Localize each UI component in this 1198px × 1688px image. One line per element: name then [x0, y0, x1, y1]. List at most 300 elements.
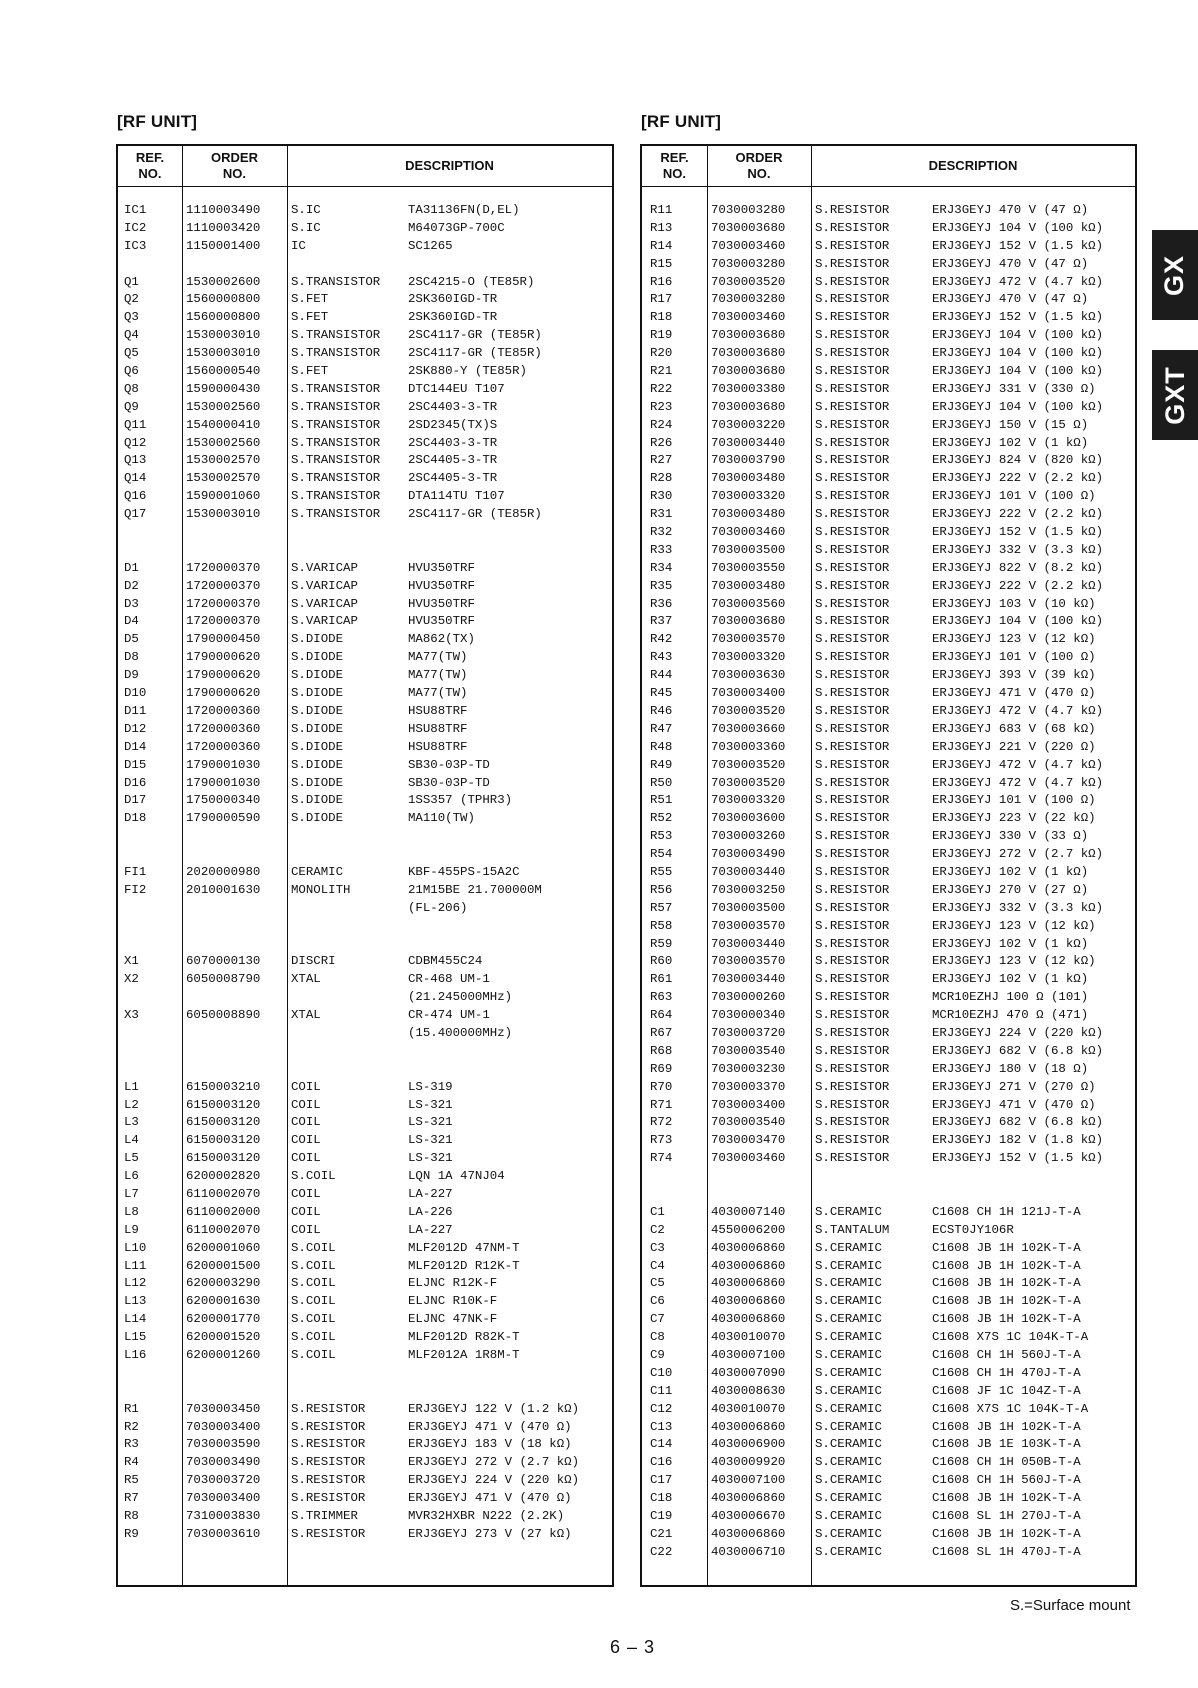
right-unit-title: [RF UNIT]	[641, 112, 722, 131]
order-no-cell: 7030003680	[711, 364, 786, 379]
part-cell: ERJ3GEYJ 123 V (12 kΩ)	[932, 918, 1096, 933]
table-row	[642, 560, 1135, 578]
type-cell: S.RESISTOR	[815, 1061, 890, 1076]
type-cell: S.RESISTOR	[815, 721, 890, 736]
order-no-cell: 1790000450	[186, 632, 261, 647]
table-row	[642, 1007, 1135, 1025]
type-cell: S.DIODE	[291, 632, 344, 647]
part-cell: ERJ3GEYJ 102 V (1 kΩ)	[932, 936, 1089, 951]
ref-no-cell: C2	[650, 1222, 665, 1237]
ref-no-cell: R36	[650, 596, 673, 611]
part-cell: C1608 JF 1C 104Z-T-A	[932, 1383, 1081, 1398]
part-cell: MA862(TX)	[408, 632, 475, 647]
ref-no-cell: X1	[124, 954, 139, 969]
part-cell: ERJ3GEYJ 104 V (100 kΩ)	[932, 220, 1104, 235]
order-no-cell: 7030003320	[711, 793, 786, 808]
type-cell: S.RESISTOR	[815, 686, 890, 701]
table-row	[118, 1347, 612, 1365]
order-no-cell: 4030006860	[711, 1491, 786, 1506]
ref-no-cell: Q12	[124, 435, 147, 450]
table-row	[118, 953, 612, 971]
table-row	[118, 1114, 612, 1132]
order-no-cell: 1720000360	[186, 739, 261, 754]
type-cell: S.CERAMIC	[815, 1312, 882, 1327]
table-row	[642, 1132, 1135, 1150]
table-row	[642, 953, 1135, 971]
type-cell: S.RESISTOR	[815, 775, 890, 790]
type-cell: S.DIODE	[291, 721, 344, 736]
type-cell: S.RESISTOR	[815, 238, 890, 253]
table-row	[642, 1383, 1135, 1401]
type-cell: S.VARICAP	[291, 578, 358, 593]
type-cell: S.RESISTOR	[815, 274, 890, 289]
table-row	[642, 1347, 1135, 1365]
table-row	[118, 1150, 612, 1168]
ref-no-cell: L15	[124, 1330, 147, 1345]
table-row	[642, 417, 1135, 435]
part-cell: ERJ3GEYJ 222 V (2.2 kΩ)	[932, 471, 1104, 486]
type-cell: S.RESISTOR	[815, 1008, 890, 1023]
part-cell: ERJ3GEYJ 272 V (2.7 kΩ)	[932, 847, 1104, 862]
ref-no-cell: IC3	[124, 238, 147, 253]
order-no-cell: 7030003400	[711, 1097, 786, 1112]
part-cell: ECST0JY106R	[932, 1222, 1014, 1237]
ref-no-cell: L12	[124, 1276, 147, 1291]
part-cell: MCR10EZHJ 100 Ω (101)	[932, 990, 1089, 1005]
table-row	[642, 667, 1135, 685]
type-cell: S.RESISTOR	[815, 1151, 890, 1166]
type-cell: S.RESISTOR	[815, 793, 890, 808]
part-cell: ERJ3GEYJ 272 V (2.7 kΩ)	[408, 1455, 580, 1470]
type-cell: S.RESISTOR	[815, 292, 890, 307]
type-cell: S.DIODE	[291, 793, 344, 808]
part-cell: LS-319	[408, 1079, 453, 1094]
part-cell: ERJ3GEYJ 182 V (1.8 kΩ)	[932, 1133, 1104, 1148]
ref-no-cell: R26	[650, 435, 673, 450]
part-cell: MVR32HXBR N222 (2.2K)	[408, 1509, 565, 1524]
order-no-cell: 6200003290	[186, 1276, 261, 1291]
table-row	[118, 828, 612, 846]
order-no-cell: 1790000620	[186, 686, 261, 701]
type-cell: S.TRANSISTOR	[291, 274, 381, 289]
table-row	[642, 1311, 1135, 1329]
table-row	[118, 578, 612, 596]
type-cell: S.CERAMIC	[815, 1437, 882, 1452]
order-no-cell: 4030009920	[711, 1455, 786, 1470]
ref-no-cell: D10	[124, 686, 147, 701]
type-cell: S.CERAMIC	[815, 1544, 882, 1559]
ref-no-cell: Q14	[124, 471, 147, 486]
type-cell: S.CERAMIC	[815, 1258, 882, 1273]
table-row	[642, 1222, 1135, 1240]
part-cell: LS-321	[408, 1115, 453, 1130]
part-cell: ELJNC 47NK-F	[408, 1312, 498, 1327]
table-row	[118, 613, 612, 631]
order-no-cell: 7030003370	[711, 1079, 786, 1094]
order-no-cell: 7030003490	[711, 847, 786, 862]
ref-no-cell: C18	[650, 1491, 673, 1506]
ref-no-cell: R1	[124, 1401, 139, 1416]
table-row	[642, 1508, 1135, 1526]
ref-no-cell: FI1	[124, 864, 147, 879]
table-row	[642, 238, 1135, 256]
part-cell: C1608 SL 1H 270J-T-A	[932, 1509, 1081, 1524]
part-cell: TA31136FN(D,EL)	[408, 203, 520, 217]
part-cell: C1608 CH 1H 560J-T-A	[932, 1348, 1081, 1362]
part-cell: 2SC4405-3-TR	[408, 453, 498, 468]
ref-no-cell: IC1	[124, 203, 147, 217]
table-row	[642, 810, 1135, 828]
table-row	[642, 506, 1135, 524]
part-cell: ERJ3GEYJ 682 V (6.8 kΩ)	[932, 1043, 1104, 1058]
table-row	[642, 739, 1135, 757]
ref-no-cell: R67	[650, 1025, 673, 1040]
type-cell: S.RESISTOR	[815, 990, 890, 1005]
part-cell: C1608 JB 1H 102K-T-A	[932, 1312, 1081, 1327]
ref-no-cell: R35	[650, 578, 673, 593]
type-cell: S.DIODE	[291, 757, 344, 772]
table-row	[118, 971, 612, 989]
type-cell: S.RESISTOR	[815, 346, 890, 361]
part-cell: C1608 CH 1H 121J-T-A	[932, 1204, 1081, 1219]
type-cell: S.RESISTOR	[815, 1043, 890, 1058]
ref-no-cell: R52	[650, 811, 673, 826]
table-row	[118, 542, 612, 560]
table-row	[118, 309, 612, 327]
order-no-cell: 7030003260	[711, 829, 786, 844]
type-cell: COIL	[291, 1097, 321, 1112]
table-row	[118, 1311, 612, 1329]
ref-no-header: REF. NO.	[660, 150, 689, 181]
part-cell: (15.400000MHz)	[408, 1025, 513, 1040]
type-cell: S.VARICAP	[291, 560, 358, 575]
part-cell: 2SK360IGD-TR	[408, 310, 498, 325]
part-cell: C1608 JB 1H 102K-T-A	[932, 1240, 1081, 1255]
part-cell: ELJNC R10K-F	[408, 1294, 498, 1309]
order-no-cell: 7030003360	[711, 739, 786, 754]
table-row	[642, 631, 1135, 649]
ref-no-cell: R64	[650, 1008, 673, 1023]
order-no-cell: 7030003680	[711, 614, 786, 629]
order-no-cell: 7030003440	[711, 972, 786, 987]
order-no-cell: 6050008890	[186, 1008, 261, 1023]
part-cell: ERJ3GEYJ 222 V (2.2 kΩ)	[932, 578, 1104, 593]
table-row	[642, 828, 1135, 846]
table-row	[118, 524, 612, 542]
ref-no-cell: L10	[124, 1240, 147, 1255]
ref-no-cell: R71	[650, 1097, 673, 1112]
table-row	[118, 989, 612, 1007]
type-cell: S.RESISTOR	[815, 1025, 890, 1040]
type-cell: S.RESISTOR	[815, 310, 890, 325]
type-cell: S.RESISTOR	[815, 972, 890, 987]
type-cell: S.FET	[291, 310, 329, 325]
type-cell: S.DIODE	[291, 668, 344, 683]
part-cell: 2SC4117-GR (TE85R)	[408, 507, 542, 522]
order-no-cell: 1790001030	[186, 757, 261, 772]
ref-no-cell: R21	[650, 364, 673, 379]
part-cell: MLF2012D 47NM-T	[408, 1240, 520, 1255]
type-cell: S.RESISTOR	[291, 1437, 366, 1452]
table-row	[118, 703, 612, 721]
order-no-cell: 7030003680	[711, 328, 786, 343]
order-no-cell: 7030003320	[711, 650, 786, 665]
table-row	[118, 1258, 612, 1276]
table-row	[642, 918, 1135, 936]
table-row	[642, 596, 1135, 614]
table-row	[118, 721, 612, 739]
order-no-cell: 7030003450	[186, 1401, 261, 1416]
part-cell: C1608 JB 1H 102K-T-A	[932, 1276, 1081, 1291]
ref-no-cell: L14	[124, 1312, 147, 1327]
order-no-cell: 4030007140	[711, 1204, 786, 1219]
part-cell: MA77(TW)	[408, 650, 468, 665]
left-rows	[118, 202, 612, 1544]
part-cell: C1608 CH 1H 470J-T-A	[932, 1365, 1081, 1380]
table-row	[118, 631, 612, 649]
order-no-cell: 4030006860	[711, 1276, 786, 1291]
table-row	[642, 864, 1135, 882]
table-row	[118, 900, 612, 918]
order-no-cell: 6150003120	[186, 1115, 261, 1130]
type-cell: S.FET	[291, 292, 329, 307]
table-row	[118, 1240, 612, 1258]
part-cell: ERJ3GEYJ 104 V (100 kΩ)	[932, 364, 1104, 379]
part-cell: 1SS357 (TPHR3)	[408, 793, 513, 808]
table-row	[118, 381, 612, 399]
type-cell: S.COIL	[291, 1348, 336, 1362]
part-cell: C1608 CH 1H 560J-T-A	[932, 1473, 1081, 1488]
part-cell: KBF-455PS-15A2C	[408, 864, 520, 879]
table-row	[118, 1132, 612, 1150]
order-no-cell: 7030003680	[711, 346, 786, 361]
type-cell: S.TRANSISTOR	[291, 399, 381, 414]
table-row	[642, 936, 1135, 954]
part-cell: ERJ3GEYJ 471 V (470 Ω)	[932, 1097, 1096, 1112]
ref-no-cell: R49	[650, 757, 673, 772]
order-no-cell: 6200001630	[186, 1294, 261, 1309]
ref-no-cell: R17	[650, 292, 673, 307]
table-row	[642, 1436, 1135, 1454]
type-cell: S.RESISTOR	[815, 703, 890, 718]
type-cell: S.CERAMIC	[815, 1348, 882, 1362]
table-row	[642, 1258, 1135, 1276]
table-row	[642, 1240, 1135, 1258]
ref-no-cell: R28	[650, 471, 673, 486]
part-cell: MA110(TW)	[408, 811, 475, 826]
part-cell: SC1265	[408, 238, 453, 253]
type-cell: S.TRANSISTOR	[291, 346, 381, 361]
ref-no-cell: R43	[650, 650, 673, 665]
table-row	[642, 1025, 1135, 1043]
type-cell: S.CERAMIC	[815, 1473, 882, 1488]
order-no-cell: 1720000360	[186, 703, 261, 718]
type-cell: S.TRANSISTOR	[291, 381, 381, 396]
part-cell: 2SC4403-3-TR	[408, 435, 498, 450]
table-row	[118, 1043, 612, 1061]
table-row	[642, 989, 1135, 1007]
part-cell: (FL-206)	[408, 900, 468, 915]
part-cell: ERJ3GEYJ 104 V (100 kΩ)	[932, 346, 1104, 361]
ref-no-cell: D16	[124, 775, 147, 790]
table-row	[118, 417, 612, 435]
table-row	[642, 1329, 1135, 1347]
part-cell: ERJ3GEYJ 101 V (100 Ω)	[932, 489, 1096, 504]
order-no-cell: 1110003420	[186, 220, 261, 235]
order-no-cell: 4030006710	[711, 1544, 786, 1559]
table-row	[642, 363, 1135, 381]
type-cell: S.COIL	[291, 1276, 336, 1291]
order-no-cell: 1560000800	[186, 292, 261, 307]
part-cell: (21.245000MHz)	[408, 990, 513, 1005]
ref-no-cell: R27	[650, 453, 673, 468]
order-no-cell: 6200001520	[186, 1330, 261, 1345]
ref-no-cell: L3	[124, 1115, 139, 1130]
type-cell: S.RESISTOR	[291, 1526, 366, 1541]
ref-no-cell: R58	[650, 918, 673, 933]
part-cell: ERJ3GEYJ 104 V (100 kΩ)	[932, 328, 1104, 343]
gx-section-tab[interactable]: GX	[1152, 230, 1198, 320]
table-row	[118, 470, 612, 488]
ref-no-cell: C6	[650, 1294, 665, 1309]
ref-no-cell: D18	[124, 811, 147, 826]
ref-no-cell: L4	[124, 1133, 139, 1148]
ref-no-cell: R45	[650, 686, 673, 701]
order-no-cell: 1530003010	[186, 346, 261, 361]
type-cell: S.CERAMIC	[815, 1204, 882, 1219]
table-row	[118, 649, 612, 667]
order-no-cell: 7030003470	[711, 1133, 786, 1148]
type-cell: S.RESISTOR	[815, 256, 890, 271]
order-no-cell: 4030006860	[711, 1294, 786, 1309]
part-cell: ERJ3GEYJ 103 V (10 kΩ)	[932, 596, 1096, 611]
ref-no-cell: R50	[650, 775, 673, 790]
order-no-cell: 7030003460	[711, 238, 786, 253]
order-no-cell: 7030003600	[711, 811, 786, 826]
type-cell: S.COIL	[291, 1312, 336, 1327]
order-no-cell: 7030003320	[711, 489, 786, 504]
order-no-cell: 1530002560	[186, 435, 261, 450]
ref-no-cell: R22	[650, 381, 673, 396]
ref-no-cell: L16	[124, 1348, 147, 1362]
part-cell: ERJ3GEYJ 471 V (470 Ω)	[408, 1419, 572, 1434]
part-cell: DTC144EU T107	[408, 381, 505, 396]
ref-no-cell: R70	[650, 1079, 673, 1094]
type-cell: S.CERAMIC	[815, 1276, 882, 1291]
table-row	[642, 1097, 1135, 1115]
ref-no-cell: Q4	[124, 328, 139, 343]
ref-no-cell: D1	[124, 560, 139, 575]
part-cell: 2SC4117-GR (TE85R)	[408, 328, 542, 343]
order-no-cell: 7030003460	[711, 1151, 786, 1166]
type-cell: S.TRANSISTOR	[291, 417, 381, 432]
ref-no-cell: R4	[124, 1455, 139, 1470]
part-cell: HVU350TRF	[408, 614, 475, 629]
type-cell: S.DIODE	[291, 739, 344, 754]
table-row	[642, 435, 1135, 453]
order-no-cell: 7030003680	[711, 220, 786, 235]
order-no-cell: 7030003570	[711, 918, 786, 933]
type-cell: S.RESISTOR	[815, 918, 890, 933]
table-row	[118, 238, 612, 256]
ref-no-cell: R8	[124, 1509, 139, 1524]
table-row	[642, 900, 1135, 918]
order-no-cell: 7030003540	[711, 1043, 786, 1058]
order-no-cell: 7030003630	[711, 668, 786, 683]
order-no-cell: 1150001400	[186, 238, 261, 253]
part-cell: ERJ3GEYJ 222 V (2.2 kΩ)	[932, 507, 1104, 522]
type-cell: S.RESISTOR	[815, 882, 890, 897]
ref-no-cell: Q13	[124, 453, 147, 468]
type-cell: S.CERAMIC	[815, 1455, 882, 1470]
part-cell: ERJ3GEYJ 470 V (47 Ω)	[932, 203, 1089, 217]
ref-no-cell: R69	[650, 1061, 673, 1076]
table-row	[642, 1472, 1135, 1490]
order-no-cell: 7030000260	[711, 990, 786, 1005]
type-cell: S.RESISTOR	[815, 811, 890, 826]
part-cell: ERJ3GEYJ 472 V (4.7 kΩ)	[932, 757, 1104, 772]
table-row	[642, 1204, 1135, 1222]
table-row	[642, 703, 1135, 721]
part-cell: 2SD2345(TX)S	[408, 417, 498, 432]
ref-no-cell: R14	[650, 238, 673, 253]
gxt-section-tab[interactable]: GXT	[1152, 350, 1198, 440]
ref-no-cell: C11	[650, 1383, 673, 1398]
type-cell: S.RESISTOR	[815, 1133, 890, 1148]
order-no-cell: 1720000370	[186, 614, 261, 629]
ref-no-cell: C14	[650, 1437, 673, 1452]
part-cell: ERJ3GEYJ 332 V (3.3 kΩ)	[932, 900, 1104, 915]
left-unit-title: [RF UNIT]	[117, 112, 198, 131]
table-row	[118, 1097, 612, 1115]
table-row	[642, 1544, 1135, 1562]
part-cell: 2SC4117-GR (TE85R)	[408, 346, 542, 361]
type-cell: S.CERAMIC	[815, 1240, 882, 1255]
table-row	[642, 613, 1135, 631]
type-cell: S.COIL	[291, 1258, 336, 1273]
table-row	[642, 1526, 1135, 1544]
ref-no-cell: L5	[124, 1151, 139, 1166]
ref-no-cell: C5	[650, 1276, 665, 1291]
table-row	[118, 560, 612, 578]
ref-no-cell: C4	[650, 1258, 665, 1273]
table-row	[642, 291, 1135, 309]
part-cell: ERJ3GEYJ 273 V (27 kΩ)	[408, 1526, 572, 1541]
type-cell: S.TRANSISTOR	[291, 435, 381, 450]
table-row	[118, 435, 612, 453]
order-no-cell: 1790000590	[186, 811, 261, 826]
table-row	[642, 452, 1135, 470]
ref-no-cell: R46	[650, 703, 673, 718]
description-header: DESCRIPTION	[405, 158, 494, 173]
order-no-cell: 1720000360	[186, 721, 261, 736]
type-cell: COIL	[291, 1115, 321, 1130]
part-cell: ERJ3GEYJ 393 V (39 kΩ)	[932, 668, 1096, 683]
order-no-cell: 6150003120	[186, 1133, 261, 1148]
type-cell: S.RESISTOR	[815, 936, 890, 951]
part-cell: ERJ3GEYJ 104 V (100 kΩ)	[932, 614, 1104, 629]
ref-no-cell: D14	[124, 739, 147, 754]
part-cell: ERJ3GEYJ 330 V (33 Ω)	[932, 829, 1089, 844]
part-cell: ERJ3GEYJ 123 V (12 kΩ)	[932, 632, 1096, 647]
table-row	[118, 363, 612, 381]
part-cell: C1608 JB 1H 102K-T-A	[932, 1419, 1081, 1434]
ref-no-cell: R73	[650, 1133, 673, 1148]
table-row	[118, 256, 612, 274]
table-row	[642, 971, 1135, 989]
left-parts-table	[116, 144, 614, 1587]
type-cell: S.RESISTOR	[815, 364, 890, 379]
